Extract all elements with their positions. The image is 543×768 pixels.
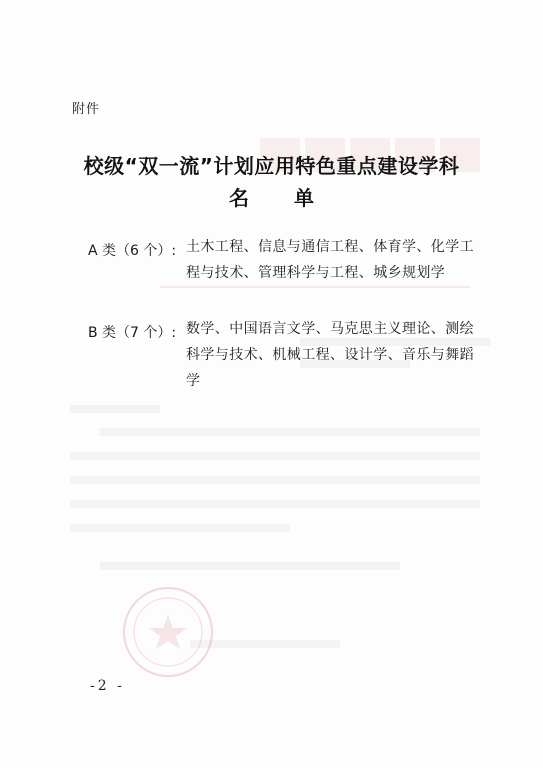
document-subtitle: 名 单 — [229, 186, 314, 210]
attachment-label: 附件 — [72, 102, 101, 117]
category-a-subjects: 土木工程、信息与通信工程、体育学、化学工程与技术、管理科学与工程、城乡规划学 — [186, 239, 474, 281]
page-number: -2 - — [90, 678, 125, 694]
category-a-label: A 类（6 个）: — [88, 243, 177, 259]
category-b-label: B 类（7 个）: — [88, 325, 177, 341]
document-title: 校级“双一流”计划应用特色重点建设学科 — [83, 154, 460, 178]
category-b-subjects: 数学、中国语言文学、马克思主义理论、测绘科学与技术、机械工程、设计学、音乐与舞蹈学 — [186, 321, 474, 389]
